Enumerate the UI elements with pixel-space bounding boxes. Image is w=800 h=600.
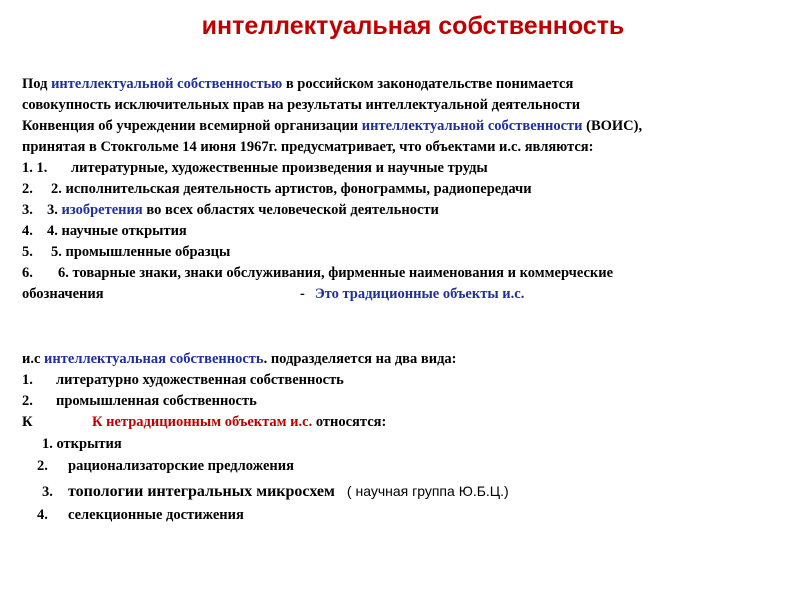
text: Под [22, 76, 52, 92]
item-text: во всех областях человеческой деятельности [142, 202, 439, 218]
paragraph-line-1 [22, 77, 573, 92]
page-title: интеллектуальная собственность [201, 12, 625, 40]
list1-item-5 [22, 245, 230, 260]
item-text: селекционные достижения [68, 507, 244, 523]
text: и.с [22, 351, 45, 367]
item-text: промышленная собственность [56, 393, 257, 409]
section2-item-2 [22, 394, 257, 409]
list1-item-1 [22, 161, 488, 176]
highlight-text: интеллектуальной собственности [361, 118, 583, 134]
item-text: топологии интегральных микросхем [68, 483, 335, 500]
list2-item-1: 1. открытия [42, 436, 122, 452]
paragraph-line-3 [22, 119, 642, 134]
list1-item-6-continuation [22, 287, 524, 302]
item-number: 3. [22, 202, 33, 218]
item-number: 5. [22, 244, 33, 260]
traditional-objects-note: Это традиционные объекты и.с. [314, 286, 525, 302]
text: Конвенция об учреждении всемирной организации [22, 118, 362, 134]
nontraditional-heading [22, 415, 386, 430]
item-text: рационализаторские предложения [68, 458, 294, 474]
paragraph-line-2: совокупность исключительных прав на результаты интеллектуальной деятельности [22, 97, 581, 113]
item-number: 2. [37, 458, 48, 474]
item-number: 4. [22, 223, 33, 239]
list2-item-4 [37, 508, 244, 523]
text: в российском законодательстве понимается [282, 76, 574, 92]
accent-text: К нетрадиционным объектам и.с. [92, 414, 313, 430]
item-text: 6. товарные знаки, знаки обслуживания, фирменные наименования и коммерческие [58, 265, 614, 281]
list1-item-4 [22, 224, 187, 239]
list2-item-3 [42, 484, 509, 500]
item-number: 2. [22, 393, 33, 409]
item-text: литературные, художественные произведения и научные труды [71, 160, 488, 176]
list2-item-2 [37, 459, 294, 474]
list1-item-2 [22, 182, 532, 197]
list1-item-6 [22, 266, 613, 281]
item-text: литературно художественная собственность [56, 372, 344, 388]
item-number: 2. [22, 181, 33, 197]
item-number: 1. 1. [22, 160, 48, 176]
highlight-text: интеллектуальная собственность [44, 351, 264, 367]
paragraph-line-4: принятая в Стокгольме 14 июня 1967г. предусматривает, что объектами и.с. являются: [22, 139, 594, 155]
item-text: 3. [47, 202, 62, 218]
item-number: 4. [37, 507, 48, 523]
item-number: 6. [22, 265, 33, 281]
section2-heading [22, 352, 457, 367]
highlight-text: интеллектуальной собственностью [51, 76, 283, 92]
scientific-group-note: ( научная группа Ю.Б.Ц.) [346, 483, 509, 499]
text: К [22, 414, 33, 430]
item-text: обозначения [22, 286, 104, 302]
text: . подразделяется на два вида: [263, 351, 457, 367]
text: (ВОИС), [582, 118, 643, 134]
dash: - [300, 286, 305, 302]
item-text: 5. промышленные образцы [51, 244, 231, 260]
highlight-text: изобретения [61, 202, 143, 218]
text: относятся: [312, 414, 387, 430]
item-text: 4. научные открытия [47, 223, 187, 239]
section2-item-1 [22, 373, 344, 388]
list1-item-3 [22, 203, 439, 218]
item-number: 3. [42, 484, 53, 500]
item-number: 1. [22, 372, 33, 388]
item-text: 2. исполнительская деятельность артистов, фонограммы, радиопередачи [51, 181, 532, 197]
